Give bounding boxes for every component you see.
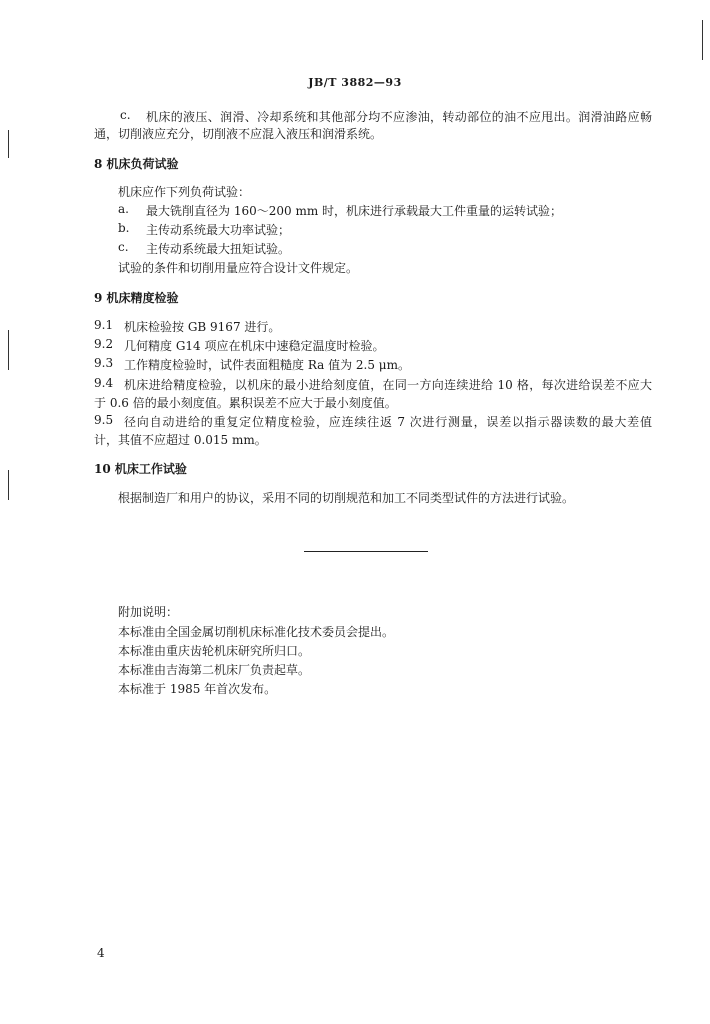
- list-item: 最大铣削直径为 160～200 mm 时，机床进行承载最大工件重量的运转试验；: [146, 204, 563, 218]
- paragraph-line: 机床的液压、润滑、冷却系统和其他部分均不应渗油，转动部位的油不应甩出。润滑油路应畅: [146, 110, 652, 124]
- clause-text: 于 0.6 倍的最小刻度值。累积误差不应大于最小刻度值。: [94, 396, 397, 410]
- section-heading: 8 机床负荷试验: [94, 157, 179, 171]
- appendix-line: 本标准由吉海第二机床厂负责起草。: [118, 663, 311, 677]
- section-heading: 9 机床精度检验: [94, 291, 179, 305]
- clause-number: 9.3: [94, 356, 114, 370]
- item-marker: c.: [120, 108, 131, 122]
- item-marker: a.: [118, 202, 129, 216]
- list-item: 主传动系统最大扭矩试验。: [146, 242, 291, 256]
- appendix-line: 本标准由全国金属切削机床标准化技术委员会提出。: [118, 625, 395, 639]
- appendix-line: 本标准由重庆齿轮机床研究所归口。: [118, 644, 311, 658]
- paragraph-line: 试验的条件和切削用量应符合设计文件规定。: [118, 261, 359, 275]
- clause-number: 9.2: [94, 337, 114, 351]
- clause-number: 9.4: [94, 376, 114, 390]
- scan-edge-mark: [8, 330, 9, 370]
- clause-text: 工作精度检验时，试件表面粗糙度 Ra 值为 2.5 μm。: [124, 358, 410, 372]
- scan-edge-mark: [702, 20, 703, 60]
- appendix-title: 附加说明：: [118, 605, 179, 619]
- separator-rule: [304, 551, 428, 552]
- clause-number: 9.5: [94, 413, 114, 427]
- item-marker: c.: [118, 240, 129, 254]
- clause-text: 机床检验按 GB 9167 进行。: [124, 320, 281, 334]
- list-item: 主传动系统最大功率试验；: [146, 223, 291, 237]
- page-number: 4: [97, 946, 105, 960]
- section-heading: 10 机床工作试验: [94, 462, 187, 476]
- clause-text: 径向自动进给的重复定位精度检验，应连续往返 7 次进行测量，误差以指示器读数的最大差值: [124, 415, 652, 429]
- scan-edge-mark: [8, 130, 9, 158]
- paragraph-line: 根据制造厂和用户的协议，采用不同的切削规范和加工不同类型试件的方法进行试验。: [118, 491, 575, 505]
- clause-text: 计，其值不应超过 0.015 mm。: [94, 433, 267, 447]
- paragraph-line: 机床应作下列负荷试验：: [118, 185, 251, 199]
- paragraph-line: 通，切削液应充分，切削液不应混入液压和润滑系统。: [94, 127, 383, 141]
- clause-number: 9.1: [94, 318, 114, 332]
- appendix-line: 本标准于 1985 年首次发布。: [118, 682, 277, 696]
- item-marker: b.: [118, 221, 130, 235]
- clause-text: 几何精度 G14 项应在机床中速稳定温度时检验。: [124, 339, 385, 353]
- scan-edge-mark: [8, 470, 9, 500]
- clause-text: 机床进给精度检验，以机床的最小进给刻度值，在同一方向连续进给 10 格，每次进给误差不应大: [124, 378, 652, 392]
- page-header: JB/T 3882—93: [308, 76, 402, 89]
